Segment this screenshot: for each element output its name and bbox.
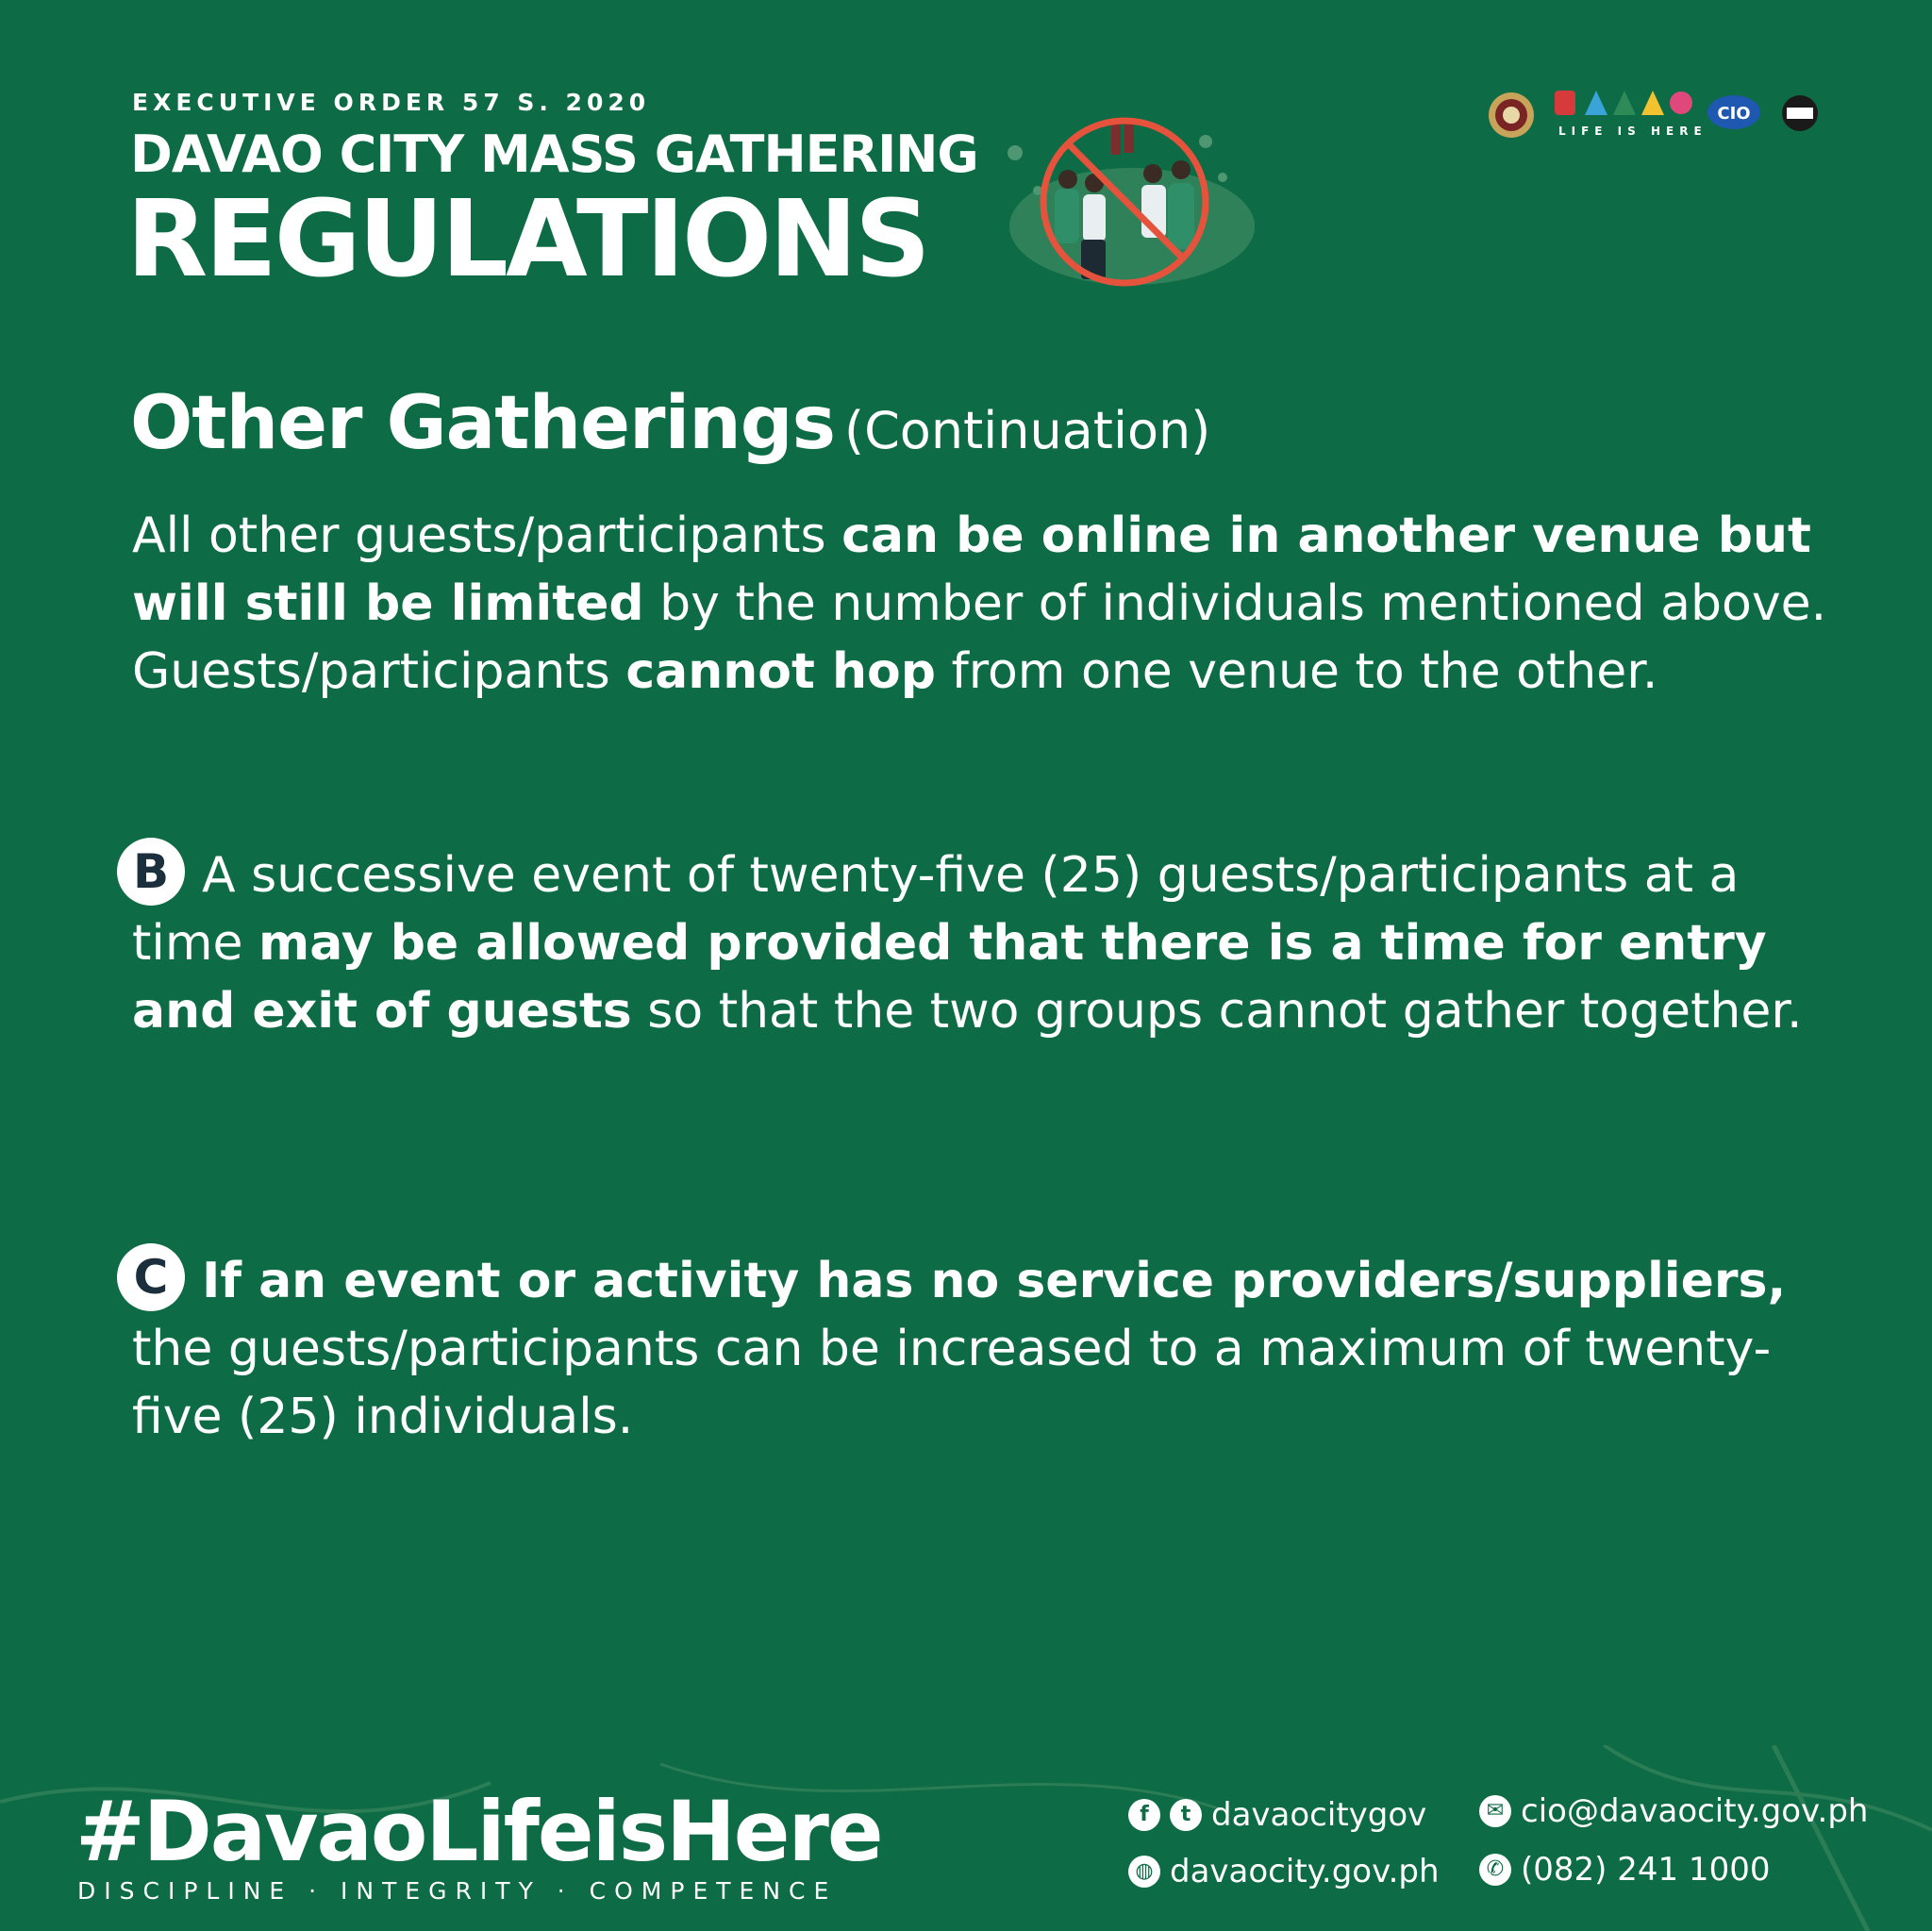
logo-tagline: LIFE IS HERE [1558, 125, 1707, 138]
email-icon: ✉ [1479, 1795, 1511, 1827]
hashtag: #DavaoLifeisHere [75, 1783, 882, 1880]
title-line-1: DAVAO CITY MASS GATHERING [130, 125, 978, 184]
motto: DISCIPLINE · INTEGRITY · COMPETENCE [77, 1877, 838, 1905]
facebook-icon: f [1128, 1799, 1160, 1831]
text-span: from one venue to the other. [935, 643, 1658, 700]
email-link[interactable] [1479, 1792, 1868, 1830]
cio-logo-text: CIO [1717, 104, 1751, 124]
bold-span: may be allowed provided that there is a time for entry and exit of guests [132, 915, 1767, 1040]
text-span: All other guests/participants [132, 508, 842, 564]
text-span: A successive event of twenty-five (25) guests/participants at a time [132, 847, 1740, 972]
email-text: cio@davaocity.gov.ph [1521, 1792, 1869, 1830]
phone-link[interactable] [1479, 1851, 1770, 1889]
page-title: REGULATIONS [126, 178, 928, 301]
phone-text: (082) 241 1000 [1521, 1851, 1771, 1889]
bold-span: If an event or activity has no service providers/suppliers, [202, 1253, 1787, 1309]
website-link[interactable] [1128, 1853, 1440, 1890]
social-handle[interactable] [1128, 1796, 1426, 1834]
bold-span: can be online in another venue but will still be limited [132, 508, 1811, 632]
davao-logo [1553, 87, 1694, 123]
partner-logos [1487, 87, 1826, 140]
twitter-icon: t [1170, 1799, 1202, 1831]
city-seal-logo [1487, 91, 1536, 140]
phone-icon: ✆ [1479, 1854, 1511, 1886]
section-title [130, 381, 1210, 466]
section-title-text: Other Gatherings [130, 381, 836, 466]
section-subtitle: (Continuation) [844, 401, 1211, 460]
executive-order-label: EXECUTIVE ORDER 57 S. 2020 [132, 89, 651, 116]
no-gathering-illustration [1000, 104, 1255, 302]
item-marker-b: B [117, 838, 185, 906]
website-text: davaocity.gov.ph [1170, 1853, 1440, 1890]
item-marker-c: C [117, 1243, 185, 1311]
paragraph-online-venue [132, 502, 1840, 706]
bold-span: cannot hop [625, 643, 936, 700]
cio-logo [1706, 94, 1762, 130]
dogo-logo [1779, 94, 1821, 132]
item-c [132, 1247, 1840, 1451]
text-span: by the number of individuals mentioned above. Guests/participants [132, 575, 1827, 700]
social-handle-text: davaocitygov [1211, 1796, 1427, 1834]
text-span: so that the two groups cannot gather together. [631, 983, 1803, 1040]
text-span: the guests/participants can be increased to a maximum of twenty-five (25) individuals. [132, 1321, 1772, 1445]
globe-icon: ◍ [1128, 1856, 1160, 1888]
item-b [132, 841, 1840, 1045]
